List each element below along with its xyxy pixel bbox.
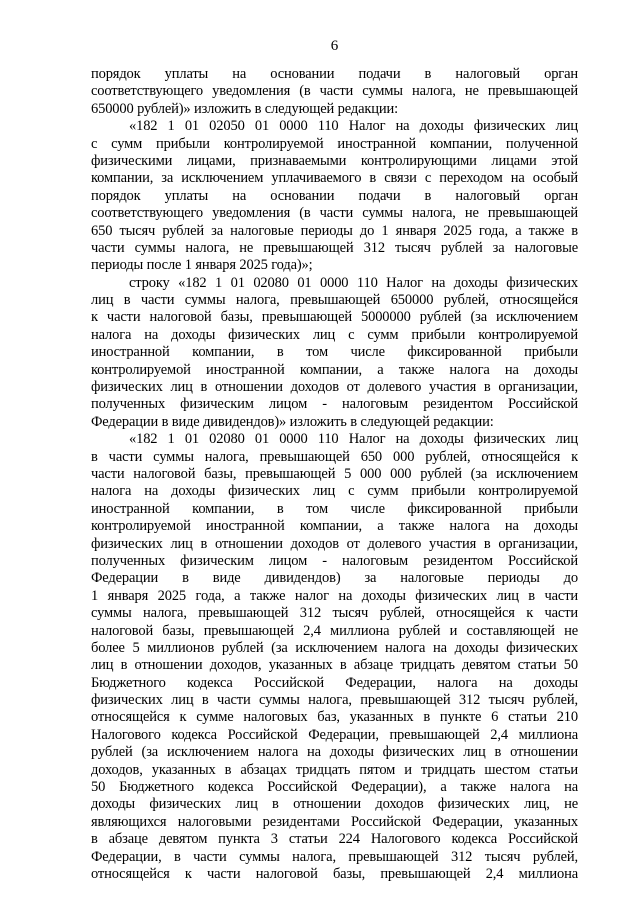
text-line: физическими лицами, признаваемыми контролирующими лицами этой (91, 152, 578, 169)
text-line: физических лиц в отношении доходов от долевого участия в организации, (91, 535, 578, 552)
text-line: Федерации в виде дивидендов) за налоговые периоды до (91, 570, 578, 587)
text-line: более 5 миллионов рублей (за исключением налога на доходы физических (91, 639, 578, 656)
text-line: Налогового кодекса Российской Федерации, превышающей 2,4 миллиона (91, 726, 578, 743)
text-line: лиц в отношении доходов, указанных в абзаце тридцать девятом статьи 50 (91, 657, 578, 674)
text-line: порядок уплаты на основании подачи в налоговый орган (91, 66, 578, 82)
text-line: с сумм прибыли контролируемой иностранной компании, полученной (91, 135, 578, 152)
text-line: физических лиц в отношении доходов от долевого участия в организации, (91, 379, 578, 396)
text-line: относящейся к части налоговой базы, превышающей 2,4 миллиона (91, 865, 578, 882)
text-line: физических лиц в части суммы налога, превышающей 312 тысяч рублей, (91, 692, 578, 709)
text-line: контролируемой иностранной компании, а также налога на доходы (91, 361, 578, 378)
text-line: 650 тысяч рублей за налоговые периоды до 1 января 2025 года, а также в (91, 222, 578, 239)
text-line: соответствующего уведомления (в части суммы налога, не превышающей (91, 205, 578, 222)
text-line: доходов, указанных в абзацах тридцать пятом и тридцать шестом статьи (91, 761, 578, 778)
text-line: соответствующего уведомления (в части суммы налога, не превышающей (91, 83, 578, 100)
text-line: в части суммы налога, превышающей 650 000 рублей, относящейся к (91, 448, 578, 465)
text-line: налога на доходы физических лиц с сумм прибыли контролируемой (91, 483, 578, 500)
text-line: «182 1 01 02050 01 0000 110 Налог на доходы физических лиц (129, 118, 578, 135)
text-line: «182 1 01 02080 01 0000 110 Налог на доходы физических лиц (129, 431, 578, 448)
text-line: полученных физическим лицом - налоговым резидентом Российской (91, 396, 578, 413)
text-line: иностранной компании, в том числе фиксированной прибыли (91, 500, 578, 517)
text-line: Бюджетного кодекса Российской Федерации, налога на доходы (91, 674, 578, 691)
text-line: 1 января 2025 года, а также налог на доходы физических лиц в части (91, 587, 578, 604)
text-line: контролируемой иностранной компании, а также налога на доходы (91, 518, 578, 535)
text-line: периоды после 1 января 2025 года)»; (91, 257, 313, 274)
text-line: в абзаце девятом пункта 3 статьи 224 Налогового кодекса Российской (91, 831, 578, 848)
text-line: суммы налога, превышающей 312 тысяч рублей, относящейся к части (91, 605, 578, 622)
text-line: налоговой базы, превышающей 2,4 миллиона рублей и составляющей не (91, 622, 578, 639)
text-line: 50 Бюджетного кодекса Российской Федерации), а также налога на (91, 779, 578, 796)
text-line: Федерации, в части суммы налога, превышающей 312 тысяч рублей, (91, 848, 578, 865)
text-line: порядок уплаты на основании подачи в налоговый орган (91, 187, 578, 204)
text-line: 650000 рублей)» изложить в следующей редакции: (91, 100, 398, 117)
text-line: полученных физическим лицом - налоговым резидентом Российской (91, 552, 578, 569)
text-line: рублей (за исключением налога на доходы физических лиц в отношении (91, 744, 578, 761)
text-line: налога на доходы физических лиц с сумм прибыли контролируемой (91, 326, 578, 343)
document-body (91, 66, 578, 883)
text-line: Федерации в виде дивидендов)» изложить в следующей редакции: (91, 413, 494, 430)
text-line: относящейся к сумме налоговых баз, указанных в пункте 6 статьи 210 (91, 709, 578, 726)
page-number: 6 (330, 38, 339, 54)
text-line: компании, за исключением уплачиваемого в связи с переходом на особый (91, 170, 578, 187)
text-line: являющихся налоговыми резидентами Российской Федерации, указанных (91, 813, 578, 830)
text-line: доходы физических лиц в отношении доходов физических лиц, не (91, 796, 578, 813)
text-line: иностранной компании, в том числе фиксированной прибыли (91, 344, 578, 361)
text-line: части налоговой базы, превышающей 5 000 000 рублей (за исключением (91, 465, 578, 482)
text-line: лиц в части суммы налога, превышающей 650000 рублей, относящейся (91, 292, 578, 309)
text-line: строку «182 1 01 02080 01 0000 110 Налог на доходы физических (129, 274, 578, 291)
text-line: части суммы налога, не превышающей 312 тысяч рублей за налоговые (91, 239, 578, 256)
text-line: к части налоговой базы, превышающей 5000000 рублей (за исключением (91, 309, 578, 326)
